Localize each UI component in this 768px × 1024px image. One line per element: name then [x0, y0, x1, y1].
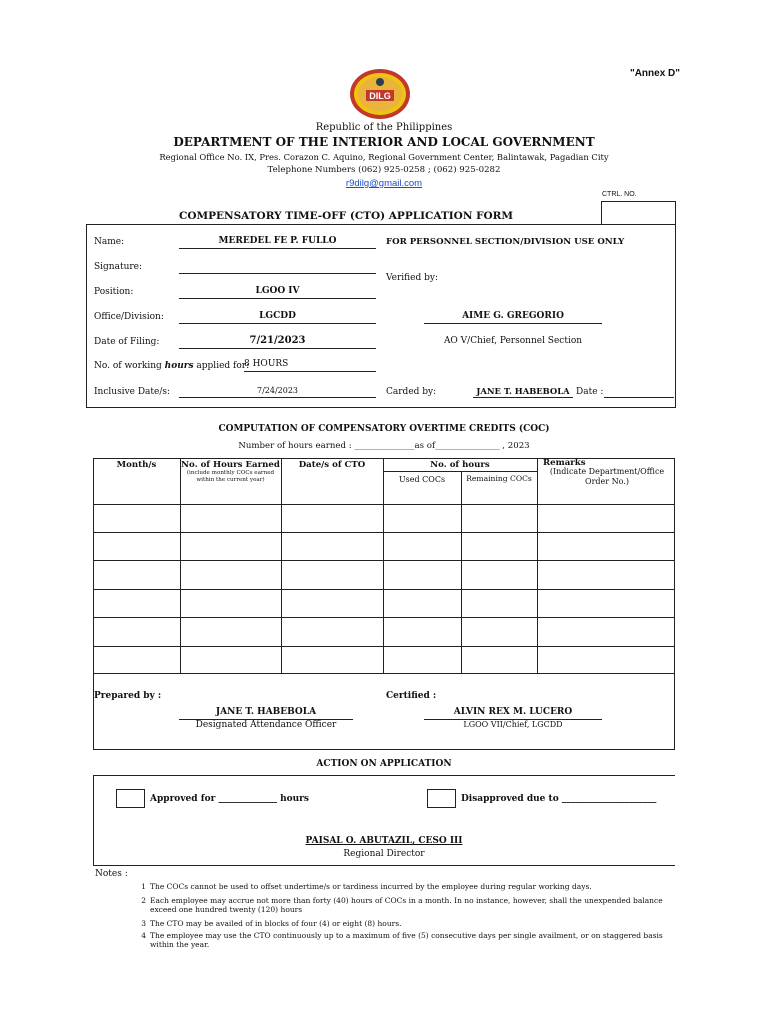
date-of-filing-label: Date of Filing: — [94, 337, 160, 347]
signature-field[interactable] — [179, 261, 376, 274]
disapproved-checkbox[interactable] — [427, 789, 456, 808]
prepared-by-name: JANE T. HABEBOLA — [179, 707, 353, 720]
hours-applied-field[interactable]: 8 HOURS — [244, 359, 376, 372]
date-of-filing-field[interactable]: 7/21/2023 — [179, 335, 376, 349]
col-hours-earned-note: (include monthly COCs earned within the current year) — [186, 470, 275, 483]
col-used-cocs-header: Used COCs — [398, 475, 446, 484]
email-link[interactable]: r9dilg@gmail.com — [345, 178, 423, 189]
note-text: Each employee may accrue not more than forty (40) hours of COCs in a month. In no instance, however, shall the unexpended balance exceed one hundred twenty (120) hours — [150, 896, 663, 914]
certified-title: LGOO VII/Chief, LGCDD — [463, 720, 563, 729]
col-dates-header: Date/s of CTO — [298, 460, 366, 470]
prepared-by-title: Designated Attendance Officer — [195, 720, 337, 730]
annex-label: "Annex D" — [629, 68, 680, 79]
inclusive-dates-label: Inclusive Date/s: — [94, 387, 171, 397]
position-label: Position: — [94, 287, 134, 297]
note-text: The employee may use the CTO continuously up to a maximum of five (5) consecutive days per single availment, or on staggered basis within the year. — [150, 931, 663, 949]
ctrl-no-box[interactable] — [601, 201, 676, 225]
hours-applied-label — [94, 361, 249, 371]
col-no-hours-header: No. of hours — [430, 460, 490, 470]
signature-label: Signature: — [94, 262, 143, 272]
note-number: 2 — [141, 896, 146, 905]
col-remarks-note: (Indicate Department/Office Order No.) — [549, 467, 665, 486]
verifier-title: AO V/Chief, Personnel Section — [443, 336, 583, 346]
hours-label-post: applied for: — [193, 361, 250, 371]
note-number: 1 — [141, 882, 146, 891]
name-field[interactable]: MEREDEL FE P. FULLO — [179, 236, 376, 249]
name-label: Name: — [94, 237, 125, 247]
note-text: The CTO may be availed of in blocks of four (4) or eight (8) hours. — [150, 919, 402, 928]
director-title: Regional Director — [343, 849, 425, 859]
disapproved-label: Disapproved due to _____________________ — [461, 794, 657, 804]
carded-by-label: Carded by: — [386, 387, 437, 397]
verified-by-label: Verified by: — [386, 273, 439, 283]
computation-title: COMPUTATION OF COMPENSATORY OVERTIME CREDITS (COC) — [218, 424, 550, 434]
certified-label: Certified : — [386, 691, 437, 701]
hours-label-pre: No. of working — [94, 361, 165, 371]
personnel-heading: FOR PERSONNEL SECTION/DIVISION USE ONLY — [386, 237, 625, 247]
telephone-line: Telephone Numbers (062) 925-0258 ; (062) 925-0282 — [267, 165, 501, 175]
office-field[interactable]: LGCDD — [179, 311, 376, 324]
verifier-name: AIME G. GREGORIO — [424, 311, 602, 324]
director-name: PAISAL O. ABUTAZIL, CESO III — [305, 836, 463, 846]
col-hours-earned-header: No. of Hours Earned — [181, 460, 280, 470]
approved-label: Approved for _____________ hours — [150, 794, 309, 804]
col-month-header: Month/s — [116, 460, 157, 470]
note-text: The COCs cannot be used to offset undertime/s or tardiness incurred by the employee during regular working days. — [150, 882, 592, 891]
office-label: Office/Division: — [94, 312, 164, 322]
hours-label-em: hours — [164, 361, 194, 371]
position-field[interactable]: LGOO IV — [179, 286, 376, 299]
inclusive-dates-field[interactable]: 7/24/2023 — [179, 386, 376, 398]
form-title: COMPENSATORY TIME-OFF (CTO) APPLICATION FORM — [178, 210, 514, 222]
note-number: 3 — [141, 919, 146, 928]
carded-by-name: JANE T. HABEBOLA — [473, 386, 573, 398]
dilg-seal-icon — [348, 68, 412, 120]
logo-text: DILG — [369, 91, 391, 101]
col-remaining-cocs-header: Remaining COCs — [466, 474, 532, 483]
ctrl-no-label: CTRL. NO. — [602, 191, 637, 198]
carded-date-field[interactable] — [604, 386, 674, 398]
approved-checkbox[interactable] — [116, 789, 145, 808]
action-title: ACTION ON APPLICATION — [316, 759, 452, 769]
republic-line: Republic of the Philippines — [315, 122, 453, 133]
office-address: Regional Office No. IX, Pres. Corazon C. Aquino, Regional Government Center, Balintawak, Pagadian City — [159, 152, 609, 162]
prepared-by-label: Prepared by : — [94, 691, 162, 701]
hours-earned-line: Number of hours earned : ______________as of_______________ , 2023 — [238, 441, 530, 451]
col-remarks-header: Remarks — [543, 458, 586, 468]
notes-label: Notes : — [95, 869, 128, 879]
note-number: 4 — [141, 931, 146, 940]
department-name: DEPARTMENT OF THE INTERIOR AND LOCAL GOVERNMENT — [173, 135, 595, 149]
certified-name: ALVIN REX M. LUCERO — [424, 707, 602, 720]
carded-date-label: Date : — [576, 387, 604, 397]
